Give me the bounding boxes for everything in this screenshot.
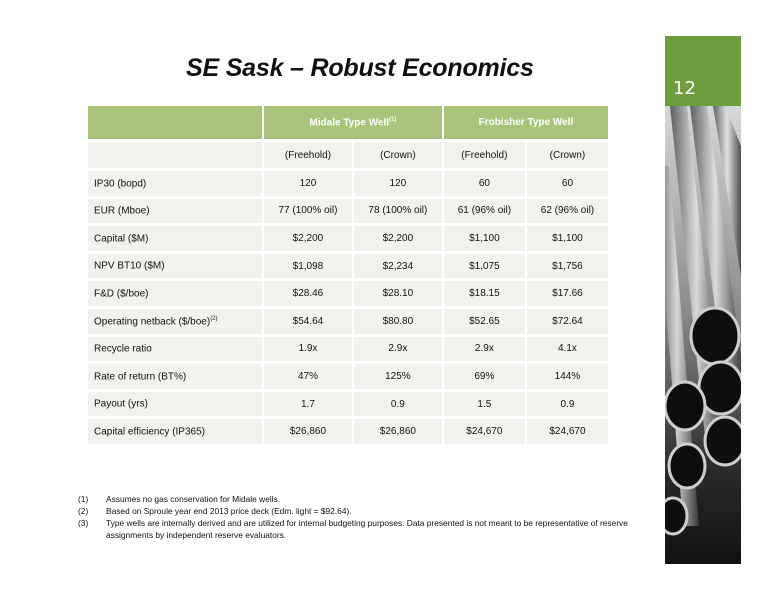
row-label: Capital ($M) (88, 226, 264, 254)
table-cell: $28.46 (264, 281, 354, 309)
table-row (88, 392, 610, 420)
subheader-cell: (Crown) (354, 142, 444, 171)
table-cell: 120 (264, 171, 354, 199)
steel-pipes-image (665, 106, 741, 564)
table-cell: $17.66 (527, 281, 610, 309)
table-cell: $1,100 (527, 226, 610, 254)
table-row (88, 419, 610, 447)
table-cell: 78 (100% oil) (354, 199, 444, 227)
table-cell: 144% (527, 364, 610, 392)
subheader-cell: (Freehold) (444, 142, 527, 171)
subheader-cell: (Crown) (527, 142, 610, 171)
footnote (78, 517, 638, 541)
table-cell: 47% (264, 364, 354, 392)
table-cell: 69% (444, 364, 527, 392)
row-label: Recycle ratio (88, 337, 264, 365)
footnote (78, 493, 638, 505)
footnote-text: Based on Sproule year end 2013 price deck (Edm. light = $92.64). (106, 506, 352, 516)
footnote-number: (3) (78, 518, 89, 528)
table-cell: 1.5 (444, 392, 527, 420)
table-row (88, 199, 610, 227)
table-cell: 2.9x (444, 337, 527, 365)
table-cell: $1,100 (444, 226, 527, 254)
table-cell: $28.10 (354, 281, 444, 309)
table-cell: 61 (96% oil) (444, 199, 527, 227)
row-label: Rate of return (BT%) (88, 364, 264, 392)
table-cell: $1,756 (527, 254, 610, 282)
table-cell: $72.64 (527, 309, 610, 337)
footnotes (78, 493, 638, 541)
footnote-number: (1) (78, 494, 89, 504)
table-cell: $18.15 (444, 281, 527, 309)
table-cell: $1,098 (264, 254, 354, 282)
frobisher-type-well-header: Frobisher Type Well (444, 106, 610, 142)
economics-table (88, 106, 610, 447)
row-label: NPV BT10 ($M) (88, 254, 264, 282)
table-cell: 2.9x (354, 337, 444, 365)
table-row (88, 171, 610, 199)
footnote-number: (2) (78, 506, 89, 516)
table-cell: $54.64 (264, 309, 354, 337)
row-label: Capital efficiency (IP365) (88, 419, 264, 447)
table-subheader-row (88, 142, 610, 171)
table-subheader-blank (88, 142, 264, 171)
table-cell: 120 (354, 171, 444, 199)
table-group-header-row (88, 106, 610, 142)
table-cell: $26,860 (264, 419, 354, 447)
subheader-cell: (Freehold) (264, 142, 354, 171)
table-cell: 1.7 (264, 392, 354, 420)
table-cell: $52.65 (444, 309, 527, 337)
table-cell: 0.9 (527, 392, 610, 420)
table-row (88, 309, 610, 337)
table-cell: $2,234 (354, 254, 444, 282)
row-label: EUR (Mboe) (88, 199, 264, 227)
table-header-blank (88, 106, 264, 142)
table-cell: 1.9x (264, 337, 354, 365)
table-cell: 60 (527, 171, 610, 199)
row-label: Payout (yrs) (88, 392, 264, 420)
table-row (88, 364, 610, 392)
table-cell: 77 (100% oil) (264, 199, 354, 227)
table-cell: $80.80 (354, 309, 444, 337)
table-row (88, 281, 610, 309)
table-cell: 125% (354, 364, 444, 392)
table-cell: $2,200 (264, 226, 354, 254)
table-cell: 62 (96% oil) (527, 199, 610, 227)
table-cell: 4.1x (527, 337, 610, 365)
row-label: Operating netback ($/boe)$^{(2)}$ (88, 309, 264, 337)
footnote-text: Type wells are internally derived and are utilized for internal budgeting purposes. Data presented is not meant to be representative of reserve assignments by independent reserve evaluators. (106, 518, 628, 540)
table-cell: $24,670 (444, 419, 527, 447)
page-number: 12 (673, 78, 696, 99)
table-cell: $26,860 (354, 419, 444, 447)
table-row (88, 337, 610, 365)
footnote (78, 505, 638, 517)
table-cell: $2,200 (354, 226, 444, 254)
row-label: F&D ($/boe) (88, 281, 264, 309)
table-row (88, 226, 610, 254)
footnote-text: Assumes no gas conservation for Midale wells. (106, 494, 281, 504)
table-row (88, 254, 610, 282)
table-cell: 60 (444, 171, 527, 199)
table-cell: $24,670 (527, 419, 610, 447)
table-cell: 0.9 (354, 392, 444, 420)
page-title: SE Sask – Robust Economics (186, 54, 534, 82)
midale-type-well-header: Midale Type Well$^{(1)}$ (264, 106, 444, 142)
table-cell: $1,075 (444, 254, 527, 282)
row-label: IP30 (bopd) (88, 171, 264, 199)
